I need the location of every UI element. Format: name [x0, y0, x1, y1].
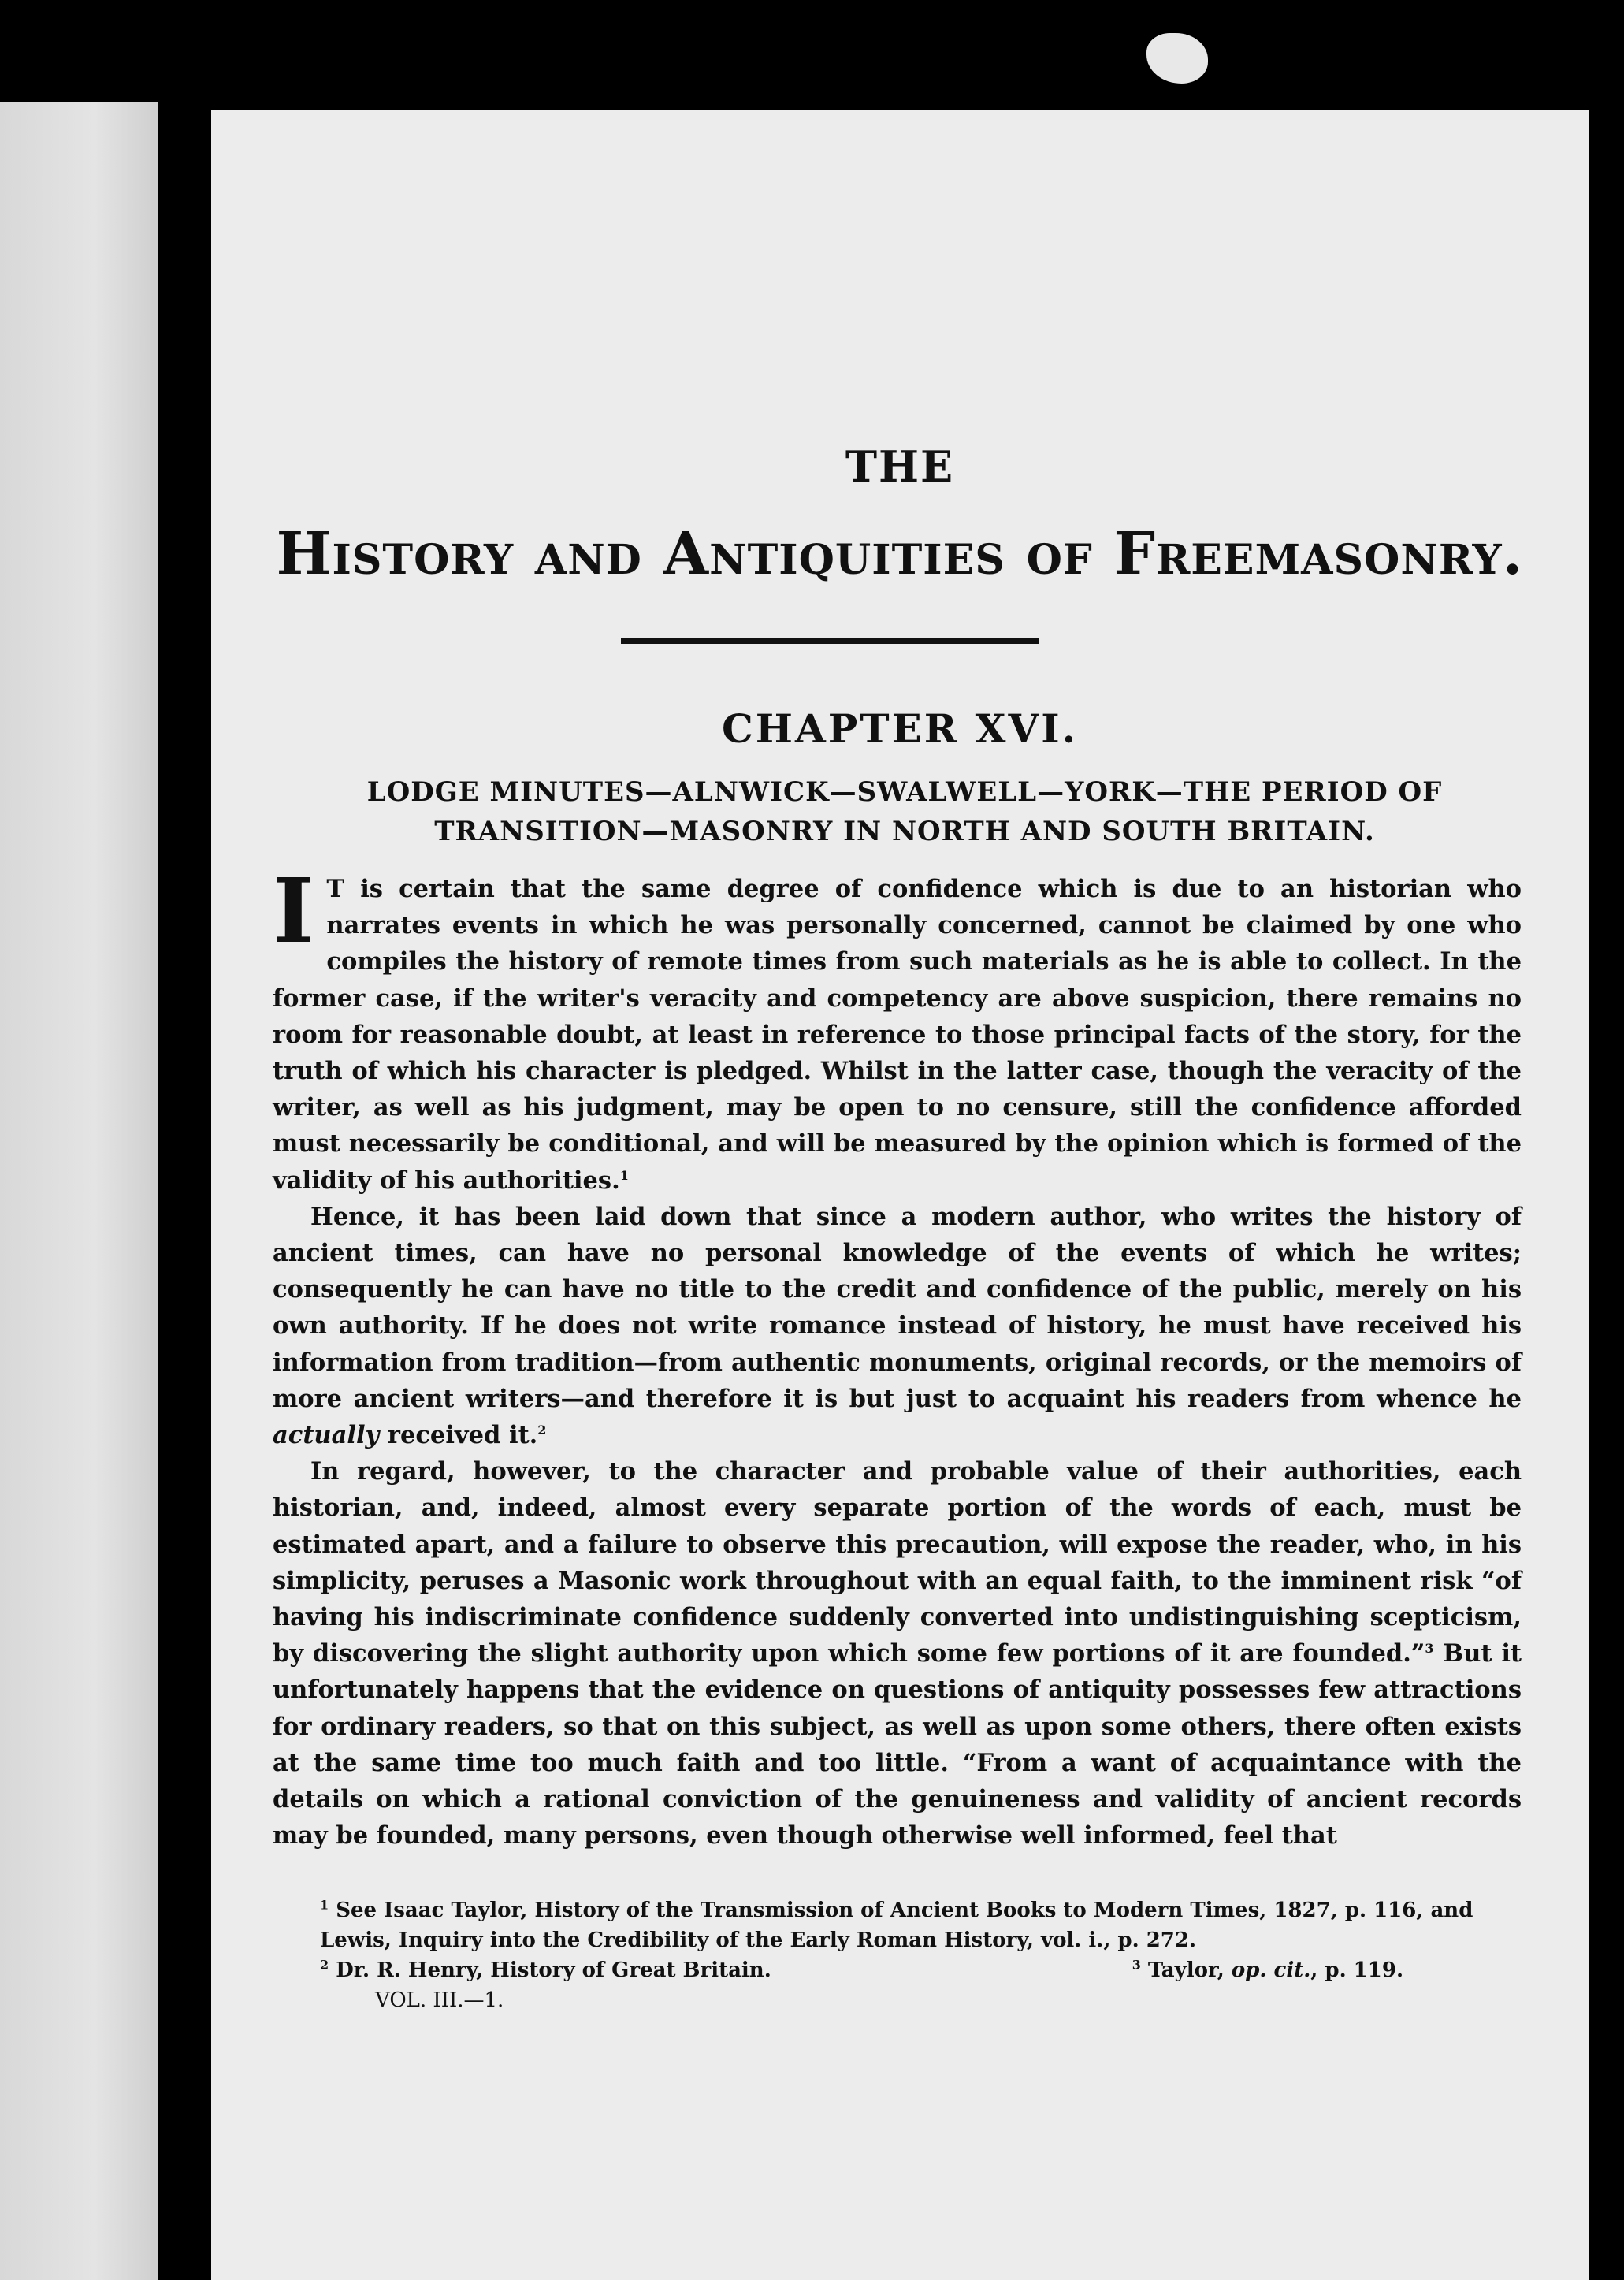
footnote-3-mark: 3 — [1132, 1957, 1141, 1973]
adjacent-page-edge — [0, 102, 158, 2280]
paragraph-3 — [273, 1453, 1522, 1854]
note-ref-3: 3 — [1425, 1641, 1434, 1657]
title-rule — [621, 638, 1039, 644]
chapter-summary-line-2: TRANSITION—MASONRY IN NORTH AND SOUTH BRITAIN. — [434, 816, 1375, 847]
footnote-3-text-a: Taylor, — [1147, 1958, 1225, 1982]
footnote-1-text: See Isaac Taylor, History of the Transmission of Ancient Books to Modern Times, 1827, p. 116, and Lewis, Inquiry into the Credibility of the Early Roman History, vol. i., p. 272. — [320, 1899, 1473, 1952]
paragraph-2-text-a: Hence, it has been laid down that since a modern author, who writes the history of ancient times, can have no personal knowledge of the events of which he writes; consequently he can have no title to the credit and confidence of the public, merely on his own authority. If he does not write romance instead of history, he must have received his information from tradition—from authentic monuments, original records, or the memoirs of more ancient writers—and therefore it is but just to acquaint his readers from whence he — [273, 1202, 1522, 1413]
chapter-heading: CHAPTER XVI. — [721, 705, 1079, 752]
note-ref-2: 2 — [537, 1422, 547, 1438]
paragraph-2-text-b: received it. — [387, 1421, 538, 1450]
paragraph-2 — [273, 1199, 1522, 1453]
paragraph-1 — [273, 860, 1522, 1199]
paragraph-1-text: T is certain that the same degree of confidence which is due to an historian who narrates events in which he was personally concerned, cannot be claimed by one who compiles the history of remote times from such materials as he is able to collect. In the former case, if the writer's veracity and competency are above suspicion, there remains no room for reasonable doubt, at least in reference to those principal facts of the story, for the truth of which his character is pledged. Whilst in the latter case, though the veracity of the writer, as well as his judgment, may be open to no censure, still the confidence afforded must necessarily be conditional, and will be measured by the opinion which is formed of the validity of his authorities. — [273, 875, 1522, 1195]
note-ref-1: 1 — [619, 1167, 629, 1183]
paragraph-3-text-a: In regard, however, to the character and probable value of their authorities, each historian, and, indeed, almost every separate portion of the words of each, must be estimated apart, and a failure to observe this precaution, will expose the reader, who, in his simplicity, peruses a Masonic work throughout with an equal faith, to the imminent risk “of having his indiscriminate confidence suddenly converted into undistinguishing scepticism, by discovering the slight authority upon which some few portions of it are founded.” — [273, 1457, 1522, 1668]
paper-scrap — [1146, 33, 1208, 84]
footnote-2-text: Dr. R. Henry, History of Great Britain. — [336, 1958, 771, 1982]
footnote-3-italic: op. cit. — [1231, 1958, 1311, 1982]
footnote-1-mark: 1 — [320, 1897, 329, 1913]
footnote-2 — [320, 1955, 771, 1985]
footnotes — [273, 1895, 1522, 2015]
footnote-2-mark: 2 — [320, 1957, 329, 1973]
footnote-1 — [273, 1895, 1522, 1955]
chapter-summary — [306, 772, 1503, 851]
chapter-summary-line-1: LODGE MINUTES—ALNWICK—SWALWELL—YORK—THE PERIOD OF — [366, 776, 1443, 808]
book-title: History and Antiquities of Freemasonry. — [276, 520, 1524, 588]
book-page — [211, 110, 1589, 2280]
footnote-row-2-3 — [273, 1955, 1522, 1985]
paragraph-2-italic: actually — [273, 1421, 380, 1450]
body-text — [273, 860, 1522, 1854]
paragraph-3-text-b: But it unfortunately happens that the evidence on questions of antiquity possesses few attractions for ordinary readers, so that on this subject, as well as upon some others, there often exists at the same time too much faith and too little. “From a want of acquaintance with the details on which a rational conviction of the genuineness and validity of ancient records may be founded, many persons, even though otherwise well informed, feel that — [273, 1639, 1522, 1850]
footnote-3 — [1132, 1955, 1522, 1985]
footnote-3-text-b: , p. 119. — [1310, 1958, 1403, 1982]
drop-cap: I — [273, 860, 314, 963]
signature-mark: VOL. III.—1. — [375, 1988, 504, 2012]
title-article: THE — [845, 441, 955, 492]
